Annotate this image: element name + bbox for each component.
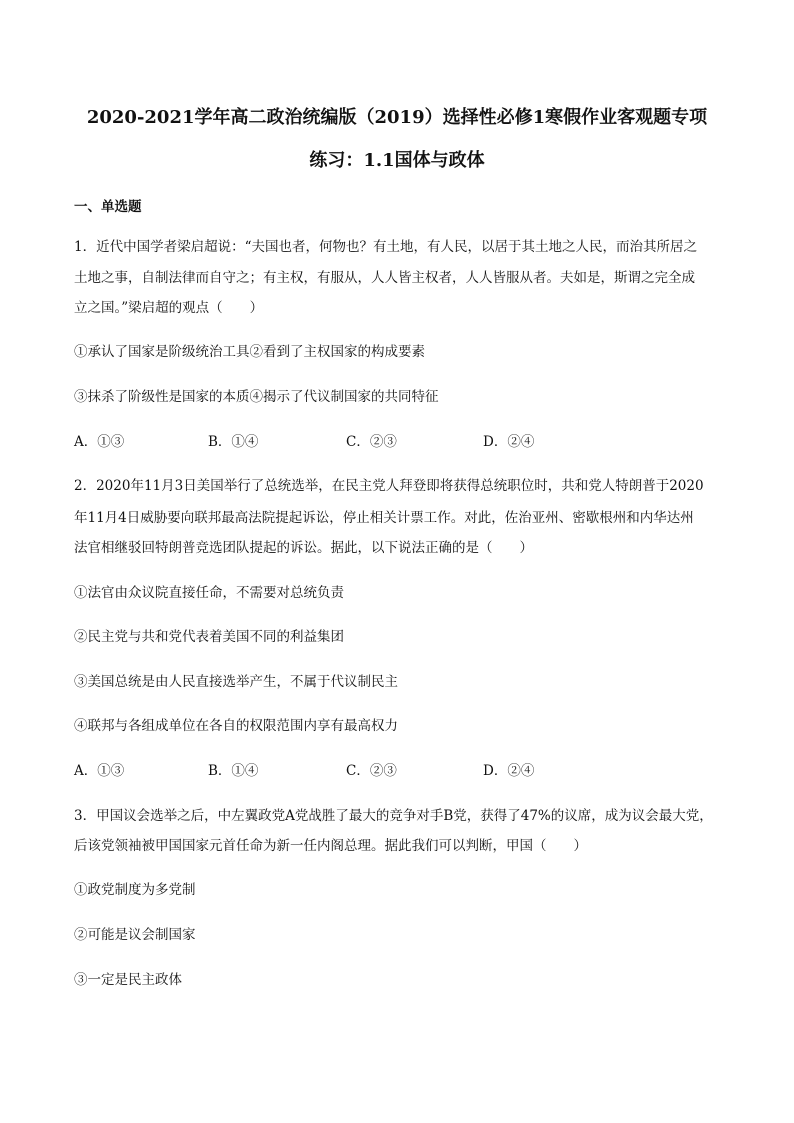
document-title-line-2: 练习：1.1国体与政体 xyxy=(309,150,485,171)
q3-statement-3: ③一定是民主政体 xyxy=(74,972,182,988)
section-heading: 一、单选题 xyxy=(74,199,142,215)
q2-statement-3: ③美国总统是由人民直接选举产生，不属于代议制民主 xyxy=(74,674,398,690)
q2-option-a: A．①③ xyxy=(74,763,125,779)
q2-stem-line-1: 2．2020年11月3日美国举行了总统选举，在民主党人拜登即将获得总统职位时，共和党人特朗普于2020 xyxy=(74,478,704,494)
q2-stem-line-2: 年11月4日威胁要向联邦最高法院提起诉讼，停止相关计票工作。对此，佐治亚州、密歇根州和内华达州 xyxy=(74,510,694,526)
q1-stem-line-3: 立之国。”梁启超的观点（ ） xyxy=(74,300,264,316)
q2-statement-4: ④联邦与各组成单位在各自的权限范围内享有最高权力 xyxy=(74,718,398,734)
q3-stem-line-2: 后该党领袖被甲国国家元首任命为新一任内阁总理。据此我们可以判断，甲国（ ） xyxy=(74,838,587,854)
q1-option-c: C．②③ xyxy=(346,434,397,450)
q1-statement-1: ①承认了国家是阶级统治工具②看到了主权国家的构成要素 xyxy=(74,344,425,360)
q2-statement-1: ①法官由众议院直接任命，不需要对总统负责 xyxy=(74,585,344,601)
q1-stem-line-2: 土地之事，自制法律而自守之；有主权，有服从，人人皆主权者，人人皆服从者。夫如是，斯谓之完全成 xyxy=(74,270,695,286)
q3-statement-1: ①政党制度为多党制 xyxy=(74,882,196,898)
q2-option-d: D．②④ xyxy=(483,763,535,779)
q2-option-b: B．①④ xyxy=(208,763,259,779)
q2-stem-line-3: 法官相继驳回特朗普竞选团队提起的诉讼。据此，以下说法正确的是（ ） xyxy=(74,540,533,556)
q1-option-a: A．①③ xyxy=(74,434,125,450)
q2-option-c: C．②③ xyxy=(346,763,397,779)
q1-option-b: B．①④ xyxy=(208,434,259,450)
q1-statement-2: ③抹杀了阶级性是国家的本质④揭示了代议制国家的共同特征 xyxy=(74,389,439,405)
q1-stem-line-1: 1．近代中国学者梁启超说：“夫国也者，何物也？有土地，有人民，以居于其土地之人民，而治其所居之 xyxy=(74,239,697,255)
q2-statement-2: ②民主党与共和党代表着美国不同的利益集团 xyxy=(74,629,344,645)
q3-statement-2: ②可能是议会制国家 xyxy=(74,927,196,943)
document-title-line-1: 2020-2021学年高二政治统编版（2019）选择性必修1寒假作业客观题专项 xyxy=(86,107,708,128)
q3-stem-line-1: 3．甲国议会选举之后，中左翼政党A党战胜了最大的竞争对手B党，获得了47%的议席，成为议会最大党， xyxy=(74,808,713,824)
q1-option-d: D．②④ xyxy=(483,434,535,450)
